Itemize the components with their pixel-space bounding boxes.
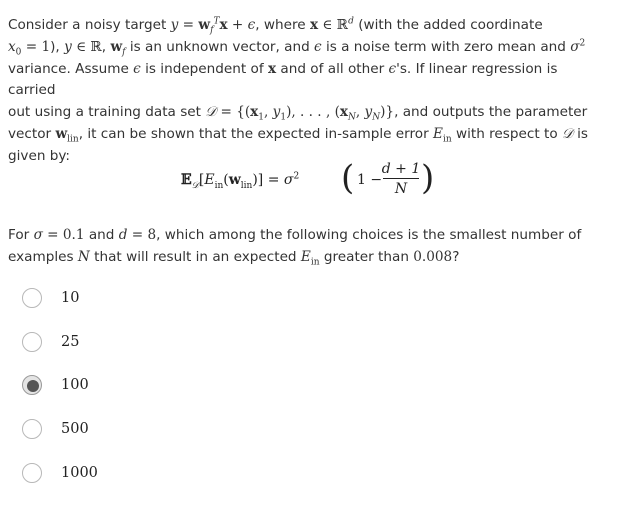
radio-button-selected[interactable]: [22, 375, 42, 395]
option-label: 500: [61, 421, 89, 437]
expected-error-formula: $𝔼_𝒟[E_{in}(w_{lin})] = \sigma^2$ ( 1 − d + 1 N ): [181, 158, 435, 198]
math-target: y: [170, 17, 179, 33]
option-500[interactable]: [22, 417, 222, 441]
option-10[interactable]: [22, 286, 222, 310]
radio-button[interactable]: [22, 332, 42, 352]
radio-button[interactable]: [22, 419, 42, 439]
radio-button[interactable]: [22, 463, 42, 483]
option-label: 10: [61, 290, 80, 306]
formula-fraction: d + 1 N: [381, 161, 421, 197]
option-label: 1000: [61, 465, 98, 481]
question-prompt: For σ = 0.1 and d = 8, which among the following choices is the smallest number of examples N that will result in an expected $E_{in}$ greater than 0.008?: [8, 227, 582, 268]
radio-button[interactable]: [22, 288, 42, 308]
option-100[interactable]: [22, 373, 222, 397]
option-1000[interactable]: [22, 461, 222, 485]
option-25[interactable]: [22, 330, 222, 354]
option-label: 25: [61, 334, 80, 350]
question-text: Consider a noisy target: [8, 17, 171, 33]
question-paragraph: Consider a noisy target $y = w_f^Tx + \epsilon$, where x ∈ ℝ$^d$ (with the added coordinate $x_0 = 1$), y ∈ ℝ, $w_f$ is an unknown vector, and ϵ is a noise term with zero mean and $\sigma^2$ variance. Assume ϵ is independent of x and of all other ϵ's. If linear regression is carried out using a training data set 𝒟 = {($x_1$, $y_1$), . . . , ($x_N$, $y_N$)}, and outputs the parameter vector $w_{lin}$, it can be shown that the expected in-sample error $E_{in}$ with respect to 𝒟 is given by:: [8, 16, 589, 164]
option-label: 100: [61, 377, 89, 393]
